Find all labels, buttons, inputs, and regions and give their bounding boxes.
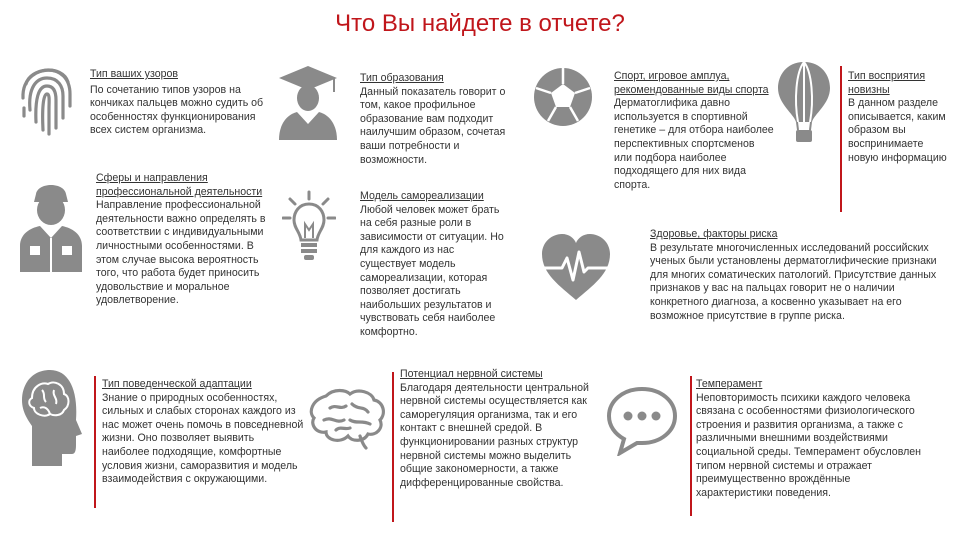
block-education xyxy=(360,72,520,167)
hot-air-balloon-icon xyxy=(776,60,832,144)
block-selfreal xyxy=(360,190,510,340)
block-patterns xyxy=(90,68,278,138)
block-temper xyxy=(696,378,928,500)
accent-line-temper xyxy=(690,376,692,516)
block-body: Любой человек может брать на себя разные роли в зависимости от ситуации. Но для каждого из нас существует модель самореализации, которая позволяет достигать наибольших результатов и чувствовать себя наиболее комфортно. xyxy=(360,203,504,338)
block-heading: Тип ваших узоров xyxy=(90,68,178,80)
block-heading: Потенциал нервной системы xyxy=(400,368,543,380)
block-heading: Здоровье, факторы риска xyxy=(650,228,778,240)
block-adapt xyxy=(102,378,304,487)
block-heading: Тип восприятия новизны xyxy=(848,70,926,96)
block-heading: Темперамент xyxy=(696,378,763,390)
block-heading: Тип поведенческой адаптации xyxy=(102,378,252,390)
block-heading: Модель самореализации xyxy=(360,190,484,202)
page-title: Что Вы найдете в отчете? xyxy=(335,10,625,37)
block-body: Знание о природных особенностях, сильных и слабых сторонах каждого из нас может очень помочь в повседневной жизни. Оно позволяет выявить наиболее подходящие, комфортные условия жизни, саморазвития и модель взаимодействия с окружающими. xyxy=(102,391,304,486)
block-body: Дерматоглифика давно используется в спортивной генетике – для отбора наиболее перспективных спортсменов или подбора наиболее подходящего для них вида спорта. xyxy=(614,97,774,191)
block-body: Благодаря деятельности центральной нервной системы осуществляется как саморегуляция организма, так и его контакт с внешней средой. В функционировании разных структур нервной системы можно выделить общие закономерности, а также дифференцированные свойства. xyxy=(400,381,589,489)
graduate-icon xyxy=(275,64,341,140)
accent-line-adapt xyxy=(94,376,96,508)
worker-icon xyxy=(16,180,86,272)
block-heading: Тип образования xyxy=(360,72,444,84)
block-novelty xyxy=(848,70,952,165)
block-body: В результате многочисленных исследований российских ученых были установлены дерматоглифические признаки для многих соматических патологий. Присутствие данных признаков у вас на пальцах говорит не о наличии конкретного диагноза, а косвенно указывает на его возможное присутствие в группе риска. xyxy=(650,241,937,322)
block-heading: Сферы и направления профессиональной деятельности xyxy=(96,172,263,198)
block-career xyxy=(96,172,272,308)
accent-line-nervous xyxy=(392,372,394,522)
block-health xyxy=(650,228,940,323)
lightbulb-icon xyxy=(282,190,336,264)
fingerprint-icon xyxy=(18,58,76,138)
block-body: Данный показатель говорит о том, какое профильное образование вам подходит наилучшим образом, сочетая ваши потребности и возможности. xyxy=(360,85,506,166)
block-body: В данном разделе описывается, каким образом вы воспринимаете новую информацию xyxy=(848,97,947,164)
block-body: Направление профессиональной деятельности важно определять в соответствии с индивидуальными личностными особенностями. В этом случае высока вероятность того, что работа будет приносить удовольствие и моральное удовлетворение. xyxy=(96,199,266,307)
block-nervous xyxy=(400,368,598,490)
accent-line-novelty xyxy=(840,66,842,212)
block-body: Неповторимость психики каждого человека связана с особенностями физиологического строения и развития организма, а также с различными внешними воздействиями социальной среды. Темперамент обусловлен типом нервной системы и отражает преимущественно врождённые характеристики поведения. xyxy=(696,391,922,499)
soccer-ball-icon xyxy=(532,66,594,128)
heartbeat-icon xyxy=(540,232,612,302)
block-sport xyxy=(614,70,774,192)
brain-icon xyxy=(306,386,388,450)
block-body: По сочетанию типов узоров на кончиках пальцев можно судить об особенностях функционирования всех систем организма. xyxy=(90,83,264,137)
head-brain-icon xyxy=(18,368,84,468)
speech-bubble-icon xyxy=(606,386,678,456)
block-heading: Спорт, игровое амплуа, рекомендованные виды спорта xyxy=(614,70,769,96)
